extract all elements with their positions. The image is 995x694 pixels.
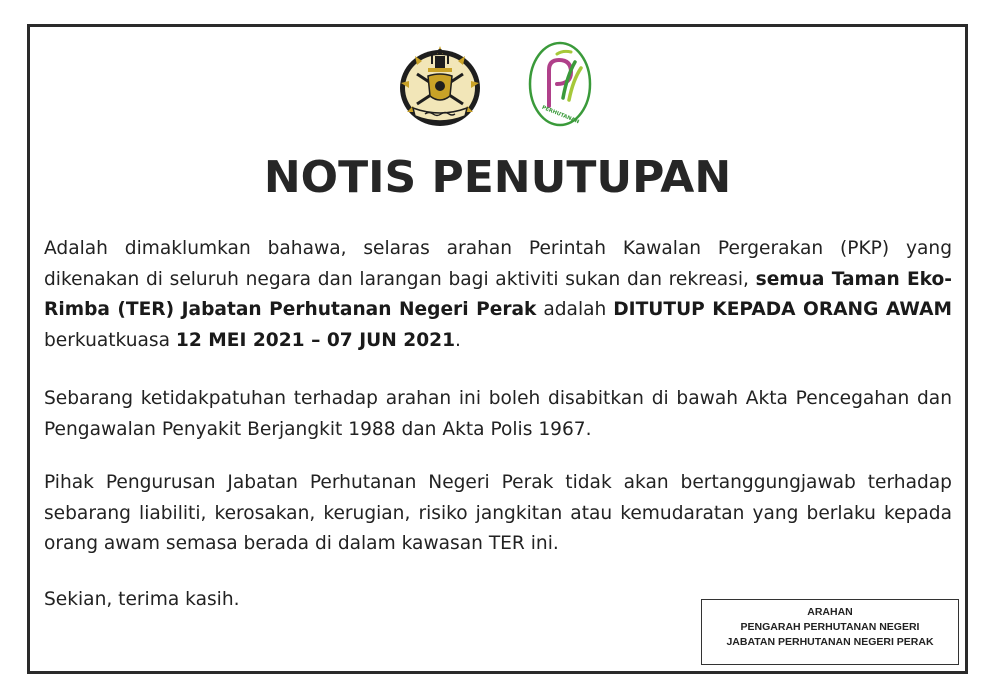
p1-bold-parks: semua Taman Eko-Rimba (TER) Jabatan Perhutanan Negeri Perak	[44, 268, 952, 320]
authority-line-1: ARAHAN	[807, 606, 853, 618]
authority-line-2: PENGARAH PERHUTANAN NEGERI	[740, 621, 920, 633]
perhutanan-logo-text: PERHUTANAN	[540, 104, 580, 126]
authority-box	[701, 599, 959, 665]
paragraph-closure	[44, 234, 952, 356]
paragraph-liability: Pihak Pengurusan Jabatan Perhutanan Negeri Perak tidak akan bertanggungjawab terhadap sebarang liabiliti, kerosakan, kerugian, risiko jangkitan atau kemudaratan yang berlaku kepada orang awam semasa berada di dalam kawasan TER ini.	[44, 472, 952, 554]
authority-line-3: JABATAN PERHUTANAN NEGERI PERAK	[726, 636, 934, 648]
p1-text-2: adalah	[536, 299, 614, 320]
p1-bold-closed: DITUTUP KEPADA ORANG AWAM	[613, 299, 953, 320]
p1-text-1: Adalah dimaklumkan bahawa, selaras arahan Perintah Kawalan Pergerakan (PKP) yang dikenakan di seluruh negara dan larangan bagi aktiviti sukan dan rekreasi,	[44, 238, 952, 290]
perhutanan-logo-icon	[527, 40, 593, 128]
p1-bold-dates: 12 MEI 2021 – 07 JUN 2021	[175, 329, 456, 351]
p1-text-3: berkuatkuasa	[44, 329, 176, 351]
p1-text-4: .	[455, 329, 461, 351]
perak-state-crest-icon	[395, 38, 485, 128]
paragraph-penalty: Sebarang ketidakpatuhan terhadap arahan ini boleh disabitkan di bawah Akta Pencegahan dan Pengawalan Penyakit Berjangkit 1988 dan Akta Polis 1967.	[44, 388, 952, 440]
notice-title: NOTIS PENUTUPAN	[263, 152, 732, 203]
closing-text: Sekian, terima kasih.	[44, 589, 240, 610]
